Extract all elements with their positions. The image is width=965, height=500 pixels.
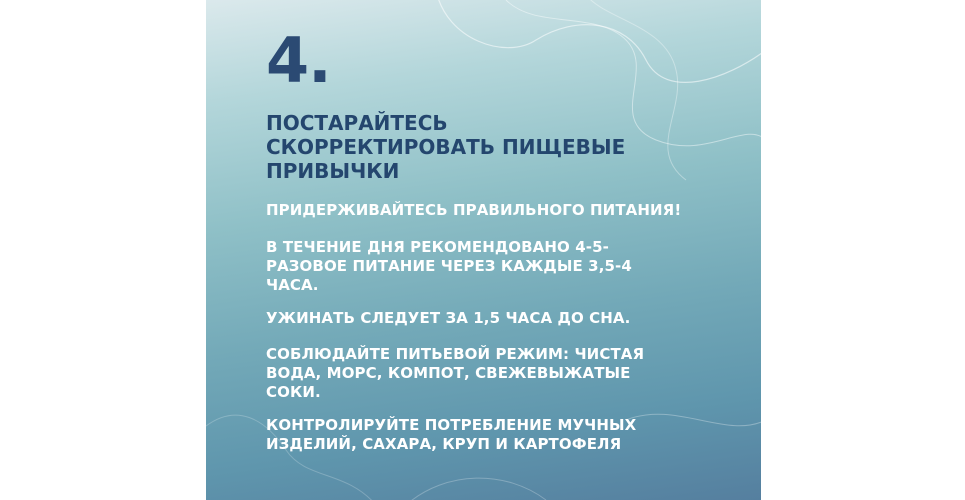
tip-healthy-eating: ПРИДЕРЖИВАЙТЕСЬ ПРАВИЛЬНОГО ПИТАНИЯ! bbox=[266, 201, 682, 219]
tip-meal-frequency: В ТЕЧЕНИЕ ДНЯ РЕКОМЕНДОВАНО 4-5- РАЗОВОЕ ПИТАНИЕ ЧЕРЕЗ КАЖДЫЕ 3,5-4 ЧАСА. bbox=[266, 238, 632, 294]
step-number: 4. bbox=[266, 24, 331, 97]
card-heading: ПОСТАРАЙТЕСЬ СКОРРЕКТИРОВАТЬ ПИЩЕВЫЕ ПРИВЫЧКИ bbox=[266, 111, 626, 183]
tip-dinner-time: УЖИНАТЬ СЛЕДУЕТ ЗА 1,5 ЧАСА ДО СНА. bbox=[266, 309, 631, 327]
tip-drinking-regime: СОБЛЮДАЙТЕ ПИТЬЕВОЙ РЕЖИМ: ЧИСТАЯ ВОДА, МОРС, КОМПОТ, СВЕЖЕВЫЖАТЫЕ СОКИ. bbox=[266, 345, 645, 401]
info-card bbox=[206, 0, 761, 500]
tip-control-consumption: КОНТРОЛИРУЙТЕ ПОТРЕБЛЕНИЕ МУЧНЫХ ИЗДЕЛИЙ, САХАРА, КРУП И КАРТОФЕЛЯ bbox=[266, 416, 637, 453]
